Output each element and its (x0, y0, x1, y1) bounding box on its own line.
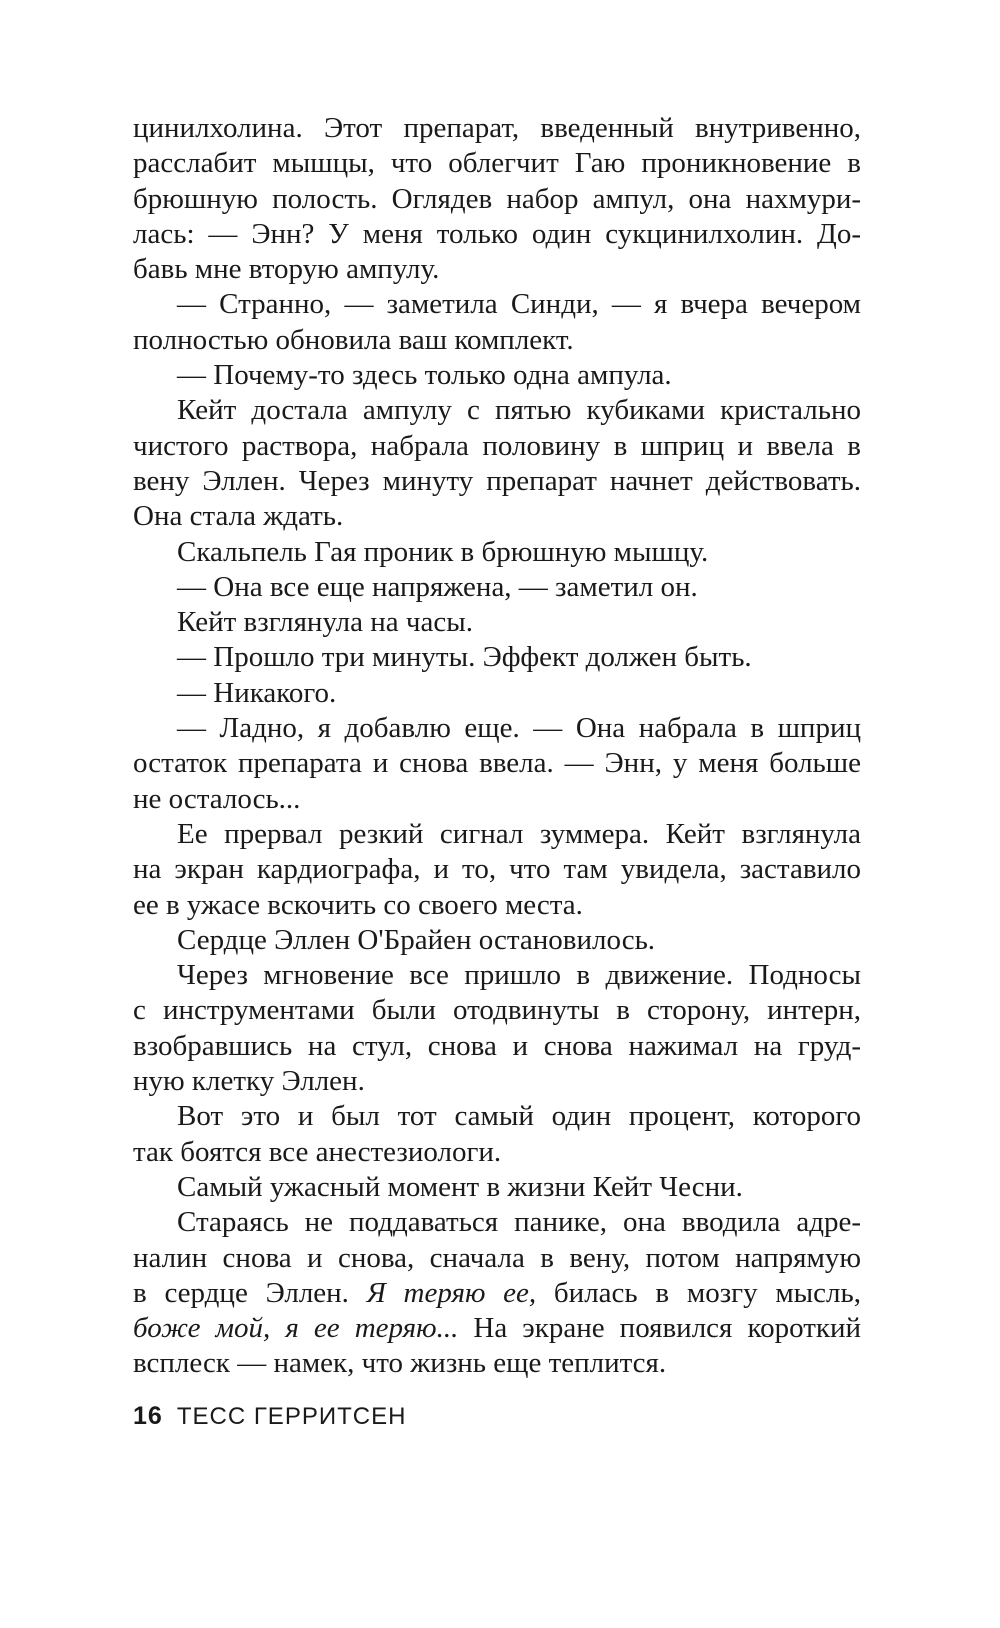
italic-thought: боже мой, я ее теряю... (133, 1312, 459, 1345)
text-line: Скальпель Гая проник в брюшную мышцу. (177, 535, 709, 568)
text-line: с инструментами были отодвинуты в сторону, интерн, (133, 994, 861, 1027)
text-segment: На экране появился короткий (458, 1312, 861, 1345)
text-line: полностью обновила ваш комплект. (133, 323, 574, 356)
text-segment: в сердце Эллен. (133, 1276, 367, 1309)
text-line: — Она все еще напряжена, — заметил он. (177, 570, 698, 603)
page-number: 16 (133, 1402, 163, 1430)
text-line-with-italic (133, 1276, 861, 1311)
text-line: остаток препарата и снова ввела. — Энн, у меня больше (133, 747, 861, 780)
text-line: Самый ужасный момент в жизни Кейт Чесни. (177, 1170, 743, 1203)
text-line: — Никакого. (177, 676, 337, 709)
text-line: лась: — Энн? У меня только один сукцинилхолин. До- (133, 217, 861, 250)
italic-thought: Я теряю ее, (366, 1276, 537, 1309)
text-line: ее в ужасе вскочить со своего места. (133, 888, 583, 921)
text-line: бавь мне вторую ампулу. (133, 253, 440, 286)
page-footer (133, 1402, 406, 1431)
text-line: Она стала ждать. (133, 500, 344, 533)
text-line-with-italic (133, 1311, 861, 1346)
running-author: ТЕСС ГЕРРИТСЕН (176, 1403, 407, 1430)
text-line: цинилхолина. Этот препарат, введенный внутривенно, (133, 112, 861, 144)
text-line: — Прошло три минуты. Эффект должен быть. (177, 641, 752, 674)
text-line: Вот это и был тот самый один процент, которого (177, 1100, 861, 1133)
text-segment: билась в мозгу мысль, (536, 1276, 861, 1309)
text-line: вену Эллен. Через минуту препарат начнет действовать. (133, 464, 861, 497)
text-line: на экран кардиографа, и то, что там увидела, заставило (133, 853, 861, 886)
text-line: всплеск — намек, что жизнь еще теплится. (133, 1347, 667, 1380)
text-line: — Ладно, я добавлю еще. — Она набрала в шприц (177, 712, 861, 745)
text-line: ную клетку Эллен. (133, 1065, 365, 1098)
text-line: взобравшись на стул, снова и снова нажимал на груд- (133, 1029, 861, 1062)
text-line: Кейт достала ампулу с пятью кубиками кристально (177, 394, 861, 427)
text-line: Стараясь не поддаваться панике, она вводила адре- (177, 1206, 861, 1239)
text-line: Сердце Эллен О'Брайен остановилось. (177, 923, 656, 956)
text-line: брюшную полость. Оглядев набор ампул, она нахмури- (133, 182, 861, 215)
text-line: расслабит мышцы, что облегчит Гаю проникновение в (133, 147, 861, 180)
text-line: налин снова и снова, сначала в вену, потом напрямую (133, 1241, 861, 1274)
text-line: так боятся все анестезиологи. (133, 1135, 502, 1168)
text-line: — Странно, — заметила Синди, — я вчера вечером (177, 288, 861, 321)
text-line: Ее прервал резкий сигнал зуммера. Кейт взглянула (177, 817, 861, 850)
text-line: не осталось... (133, 782, 301, 815)
text-line: Кейт взглянула на часы. (177, 606, 473, 639)
text-line: чистого раствора, набрала половину в шприц и ввела в (133, 429, 861, 462)
text-line: — Почему-то здесь только одна ампула. (177, 359, 672, 392)
body-text (133, 111, 861, 1382)
text-line: Через мгновение все пришло в движение. Подносы (177, 959, 861, 992)
